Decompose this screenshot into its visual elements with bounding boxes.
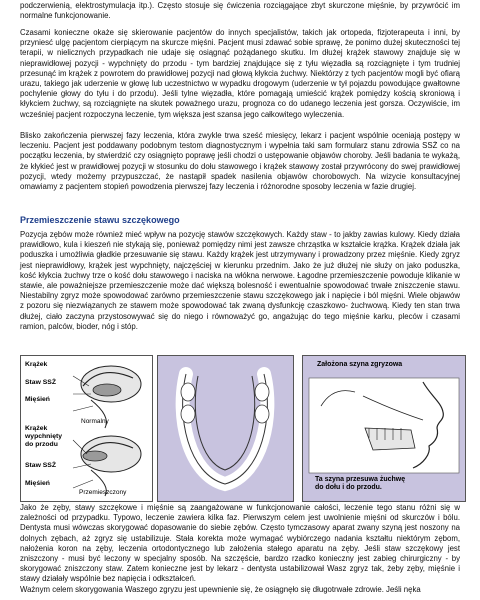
label-muscle-2: Mięśień bbox=[25, 480, 50, 487]
label-splint-applied: Założona szyna zgryzowa bbox=[317, 361, 403, 368]
figure-splint-profile bbox=[302, 355, 466, 502]
caption-normal: Normalny bbox=[81, 418, 109, 425]
figure-splint-arch bbox=[157, 355, 294, 502]
paragraph-goal: Ważnym celem skorygowania Waszego zgryzu jest upewnienie się, że osiągnęło się długotrwałe zdrowie. Jeśli nęka bbox=[20, 585, 421, 594]
paragraph-treatment: Jako że zęby, stawy szczękowe i mięśnie są zaangażowane w funkcjonowanie całości, leczenie tego stanu różni się w zależności od przypadku. Typowo, leczenie zawiera kilka faz. Pierwszym celem jest uwolnienie mięśni od skurczów i bólu. Dentysta musi wówczas skorygować dopasowanie do siebie zębów. Często tymczasowy aparat zwany szyną jest noszony na dolnych zębach, aż zgryz się ustabilizuje. Stała korekta może wymagać wybiórczego nadania kształtu niektórym zębom, nałożenia koron na zęby, leczenia ortodontycznego lub założenia stałego aparatu na zęby. Jeśli staw szczękowy jest zniszczony - musi być leczony w specjalny sposób. Na szczęście, bardzo rzadko konieczny jest zabieg chirurgiczny - by skorygować zniszczony staw. Zatem konieczne jest by lekarz - dentysta ustabilizował Wasz zgryz tak, żeby zęby, mięśnie i stawy działały wspólnie bez napięcia i odkształceń. bbox=[20, 503, 460, 584]
label-muscle: Mięśień bbox=[25, 396, 50, 403]
caption-displaced: Przemieszczony bbox=[79, 489, 127, 496]
label-disc-displaced: Krążek wypchnięty do przodu bbox=[25, 425, 63, 448]
paragraph-first-phase: Blisko zakończenia pierwszej fazy leczenia, która zwykle trwa sześć miesięcy, lekarz i pacjent wspólnie oceniają postępy w leczeniu. Pacjent jest poddawany podobnym testom diagnostycznym i wypełnia taki sam formularz stanu zdrowia SSŻ co na początku leczenia, by stwierdzić czy osiągnięto poprawę jeśli chodzi o ustępowanie objawów choroby. Jeśli badania te wykażą, że kłykieć jest w prawidłowej pozycji w stosunku do dołu stawowego i krążek stawowy został przywrócony do swej prawidłowej pozycji, wtedy możemy przypuszczać, że nastąpił spadek nasilenia objawów chorobowych. Na wizycie konsultacyjnej omawiamy z pacjentem stopień powodzenia pierwszej fazy leczenia i różnorodne sposoby leczenia w fazie drugiej. bbox=[20, 131, 460, 192]
label-tmj-2: Staw SSŻ bbox=[25, 462, 56, 469]
paragraph-specialists: Czasami konieczne okaże się skierowanie pacjentów do innych specjalistów, takich jak ortopeda, fizjoterapeuta i inni, by przyniesć ulgę pacjentom cierpiącym na skurcze mięśni. Pacjent musi zdawać sobie sprawę, że ponimo dużej skuteczności tej terapii, w nielicznych przypadkach nie udaje się osiągnąć pożądanego skutku. Im dłużej krążek stawowy znajduje się w nieprawidłowej pozycji - wypchnięty do przodu - tym bardziej znajdujące się z tyłu więzadła są rozciągnięte i tym trudniej przesunąć im krążek z powrotem do prawidłowej pozycji nad głową kłykcia żuchwy. Niektórzy z tych pacjentów mogli być ofiarą urazu, takiego jak uderzenie w głowę lub uczestnictwo w wypadku drogowym (uderzenie w tył pojazdu powodujące gwałtowne pochylenie głowy do tyłu i do przodu). Jeśli tylne więzadła, które pomagają umieścić krążek pomiędzy kością skroniową i kłykciem żuchwy, są rozciągnięte na skutek poważnego urazu, prognoza co do udanego leczenia jest gorsza. Oczywiście, im wcześniej pacjent rozpoczyna leczenie, tym większa jest szansa jego całkowitego wyleczenia. bbox=[20, 28, 460, 119]
paragraph-joint-displacement: Pozycja zębów może również mieć wpływ na pozycję stawów szczękowych. Każdy staw - to jakby zawias kulowy. Kiedy działa prawidłowo, kula i kieszeń nie stykają się, ponieważ pomiędzy nimi jest zawsze chrząstka w kształcie krążka. Krążek działa jak poduszka i umożliwia gładkie przesuwanie się stawu. Każdy krążek jest utrzymywany i prowadzony przez mięśnie. Kiedy zgryz jest nieprawidłowy, krążek jest wypchnięty, najczęściej w kierunku przednim. Jako że już dłużej nie służy on jako poduszka, kość kłykcia żuchwy trze o kość dołu stawowego i naciska na włókna nerwowe. Łagodne przemieszczenie powoduje klikanie w stawie, ale poważniejsze przemieszczenie może dać większą bolesność i ewentualnie spowodować trwałe zniszczenie stawu. Niestabilny zgryz może spowodować zarówno przemieszczenie stawu szczękowego jak i napięcie i ból mięśni. Wiele objawów z pozoru się niezwiązanych ze stawem może spowodować tak zwaną dysfunkcję czaszkowo- żuchwową. Kiedy ten stan trwa dłużej, ciało zaczyna przystosowywać się do niego i równoważyć go, angażując do tego mięśnie karku, pleców i czasami ramion, palców, bioder, nóg i stóp. bbox=[20, 230, 460, 331]
paragraph-intro-end: podczerwienią, elektrostymulacja itp.). Często stosuje się ćwiczenia rozciągające zbyt skurczone mięśnie, by przywrócić im normalne funkcjonowanie. bbox=[20, 1, 460, 21]
splint-arch-illustration bbox=[158, 356, 293, 501]
label-tmj: Staw SSŻ bbox=[25, 379, 56, 386]
label-disc: Krążek bbox=[25, 361, 48, 368]
section-heading: Przemieszczenie stawu szczękowego bbox=[20, 215, 180, 225]
figure-joint-comparison bbox=[20, 355, 153, 502]
label-splint-effect: Ta szyna przesuwa żuchwę do dołu i do przodu. bbox=[315, 476, 406, 491]
